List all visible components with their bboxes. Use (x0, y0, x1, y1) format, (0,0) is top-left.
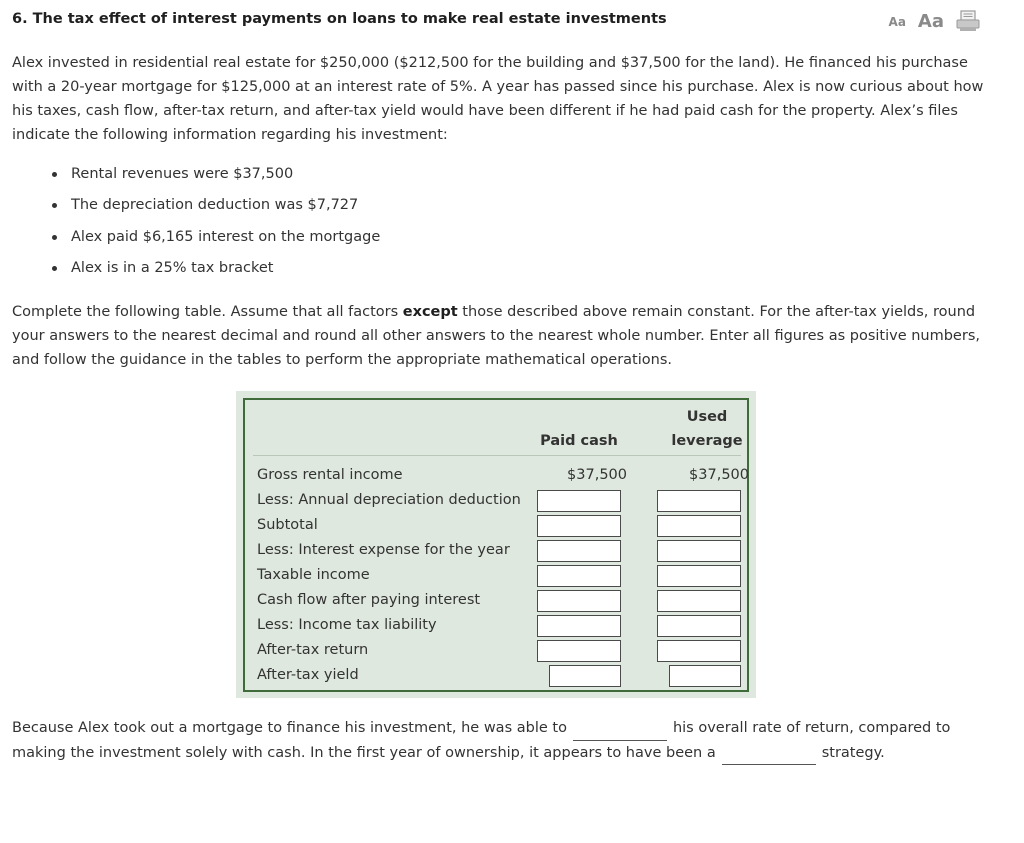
row-label: Less: Income tax liability (257, 617, 437, 633)
row-label: Subtotal (257, 517, 318, 533)
row-label: Cash flow after paying interest (257, 592, 481, 608)
list-item: Alex is in a 25% tax bracket (50, 256, 380, 287)
facts-list (50, 162, 380, 287)
print-icon[interactable] (956, 10, 980, 32)
cash-flow-paid-cash-input[interactable] (537, 590, 621, 612)
strategy-dropdown[interactable] (722, 742, 816, 765)
problem-intro: Alex invested in residential real estate for $250,000 ($212,500 for the building and $37,500 for the land). He financed his purchase with a 20-year mortgage for $125,000 at an interest rate of 5%. A year has passed since his purchase. Alex is now curious about how his taxes, cash flow, after-tax return, and after-tax yield would have been different if he had paid cash for the property. Alex’s files indicate the following information regarding his investment: (12, 55, 984, 143)
after-tax-return-paid-cash-input[interactable] (537, 640, 621, 662)
list-item: Alex paid $6,165 interest on the mortgage (50, 225, 380, 256)
conclusion-sentence: Because Alex took out a mortgage to finance his investment, he was able to his overall rate of return, compared to making the investment solely with cash. In the first year of ownership, it appears to have been a strategy. (12, 716, 997, 765)
header-divider (253, 455, 741, 456)
row-label: After-tax yield (257, 667, 359, 683)
after-tax-yield-paid-cash-input[interactable] (549, 665, 621, 687)
answer-table-panel (236, 391, 756, 698)
column-header-paid-cash: Paid cash (540, 433, 618, 449)
taxable-income-paid-cash-input[interactable] (537, 565, 621, 587)
subtotal-paid-cash-input[interactable] (537, 515, 621, 537)
answer-table (243, 398, 749, 692)
paid-cash-value: $37,500 (567, 467, 627, 483)
row-label: Less: Interest expense for the year (257, 542, 510, 558)
instructions-emphasis: except (402, 304, 458, 320)
row-label: Taxable income (257, 567, 370, 583)
after-tax-yield-leverage-input[interactable] (669, 665, 741, 687)
decrease-font-button[interactable]: Aa (888, 15, 906, 29)
rate-of-return-dropdown[interactable] (573, 718, 667, 741)
row-label: Gross rental income (257, 467, 403, 483)
interest-paid-cash-input[interactable] (537, 540, 621, 562)
taxable-income-leverage-input[interactable] (657, 565, 741, 587)
cash-flow-leverage-input[interactable] (657, 590, 741, 612)
leverage-value: $37,500 (689, 467, 749, 483)
after-tax-return-leverage-input[interactable] (657, 640, 741, 662)
question-header (12, 10, 984, 32)
interest-leverage-input[interactable] (657, 540, 741, 562)
instructions: Complete the following table. Assume that all factors except those described above remain constant. For the after-tax yields, round your answers to the nearest decimal and round all other answers to the nearest whole number. Enter all figures as positive numbers, and follow the guidance in the tables to perform the appropriate mathematical operations. (12, 304, 980, 368)
row-label: Less: Annual depreciation deduction (257, 492, 521, 508)
column-header-used-leverage: Used leverage (671, 409, 743, 449)
subtotal-leverage-input[interactable] (657, 515, 741, 537)
tax-liability-paid-cash-input[interactable] (537, 615, 621, 637)
tax-liability-leverage-input[interactable] (657, 615, 741, 637)
list-item: The depreciation deduction was $7,727 (50, 193, 380, 224)
list-item: Rental revenues were $37,500 (50, 162, 380, 193)
toolbar (889, 10, 980, 32)
row-label: After-tax return (257, 642, 369, 658)
depreciation-leverage-input[interactable] (657, 490, 741, 512)
question-title: 6. The tax effect of interest payments on loans to make real estate investments (12, 11, 667, 27)
depreciation-paid-cash-input[interactable] (537, 490, 621, 512)
increase-font-button[interactable]: Aa (917, 11, 944, 32)
